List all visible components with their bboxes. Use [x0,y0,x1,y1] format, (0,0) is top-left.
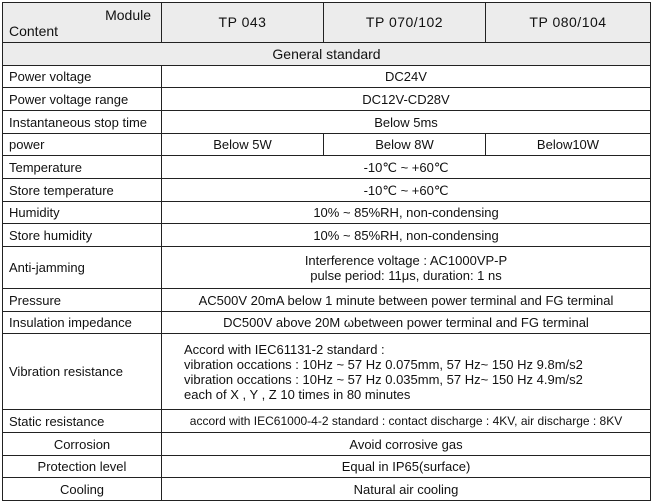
row-value [162,247,651,289]
anti-jamming-line: pulse period: 11μs, duration: 1 ns [310,267,502,283]
power-tp070-102: Below 8W [324,134,486,156]
anti-jamming-line: Interference voltage : AC1000VP-P [304,252,508,268]
row-value: Avoid corrosive gas [162,433,651,456]
row-label: Instantaneous stop time [3,111,162,134]
row-power [3,134,651,156]
row-store-humidity [3,224,651,247]
row-static [3,410,651,433]
row-label: Humidity [3,202,162,224]
row-label: power [3,134,162,156]
section-title: General standard [3,43,651,66]
vibration-line: vibration occations : 10Hz ~ 57 Hz 0.035mm, 57 Hz~ 150 Hz 4.9m/s2 [184,371,583,387]
row-label: Protection level [3,456,162,478]
row-label: Anti-jamming [3,247,162,289]
header-row [3,3,651,43]
row-label: Store temperature [3,179,162,202]
row-label: Corrosion [3,433,162,456]
model-tp080-104: TP 080/104 [486,3,651,43]
row-pressure [3,289,651,312]
spec-table-container [2,2,650,501]
row-temperature [3,156,651,179]
row-value: -10℃ ~ +60℃ [162,156,651,179]
row-value: DC500V above 20M ωbetween power terminal and FG terminal [162,312,651,334]
row-value: DC12V-CD28V [162,88,651,111]
model-tp043: TP 043 [162,3,324,43]
row-value [162,334,651,410]
section-row [3,43,651,66]
row-value: Natural air cooling [162,478,651,501]
row-label: Static resistance [3,410,162,433]
vibration-line: each of X , Y , Z 10 times in 80 minutes [184,386,411,402]
vibration-line: vibration occations : 10Hz ~ 57 Hz 0.075mm, 57 Hz~ 150 Hz 9.8m/s2 [184,356,583,372]
power-tp043: Below 5W [162,134,324,156]
row-label: Power voltage range [3,88,162,111]
row-value: DC24V [162,66,651,88]
row-label: Insulation impedance [3,312,162,334]
row-value: accord with IEC61000-4-2 standard : contact discharge : 4KV, air discharge : 8KV [162,410,651,433]
row-label: Temperature [3,156,162,179]
row-value: Equal in IP65(surface) [162,456,651,478]
row-anti-jamming [3,247,651,289]
spec-table [2,2,651,501]
row-protection [3,456,651,478]
row-value: 10% ~ 85%RH, non-condensing [162,224,651,247]
vibration-line: Accord with IEC61131-2 standard : [184,341,385,357]
row-value: 10% ~ 85%RH, non-condensing [162,202,651,224]
row-value: Below 5ms [162,111,651,134]
row-insulation [3,312,651,334]
row-label: Power voltage [3,66,162,88]
model-tp070-102: TP 070/102 [324,3,486,43]
row-humidity [3,202,651,224]
header-corner-cell [3,3,162,43]
content-label: Content [9,23,59,39]
row-corrosion [3,433,651,456]
row-value: AC500V 20mA below 1 minute between power terminal and FG terminal [162,289,651,312]
row-power-voltage [3,66,651,88]
row-label: Vibration resistance [3,334,162,410]
row-instant-stop [3,111,651,134]
row-store-temperature [3,179,651,202]
module-label: Module [105,7,151,23]
row-label: Store humidity [3,224,162,247]
row-cooling [3,478,651,501]
row-label: Pressure [3,289,162,312]
power-tp080-104: Below10W [486,134,651,156]
row-vibration [3,334,651,410]
row-power-voltage-range [3,88,651,111]
row-label: Cooling [3,478,162,501]
row-value: -10℃ ~ +60℃ [162,179,651,202]
